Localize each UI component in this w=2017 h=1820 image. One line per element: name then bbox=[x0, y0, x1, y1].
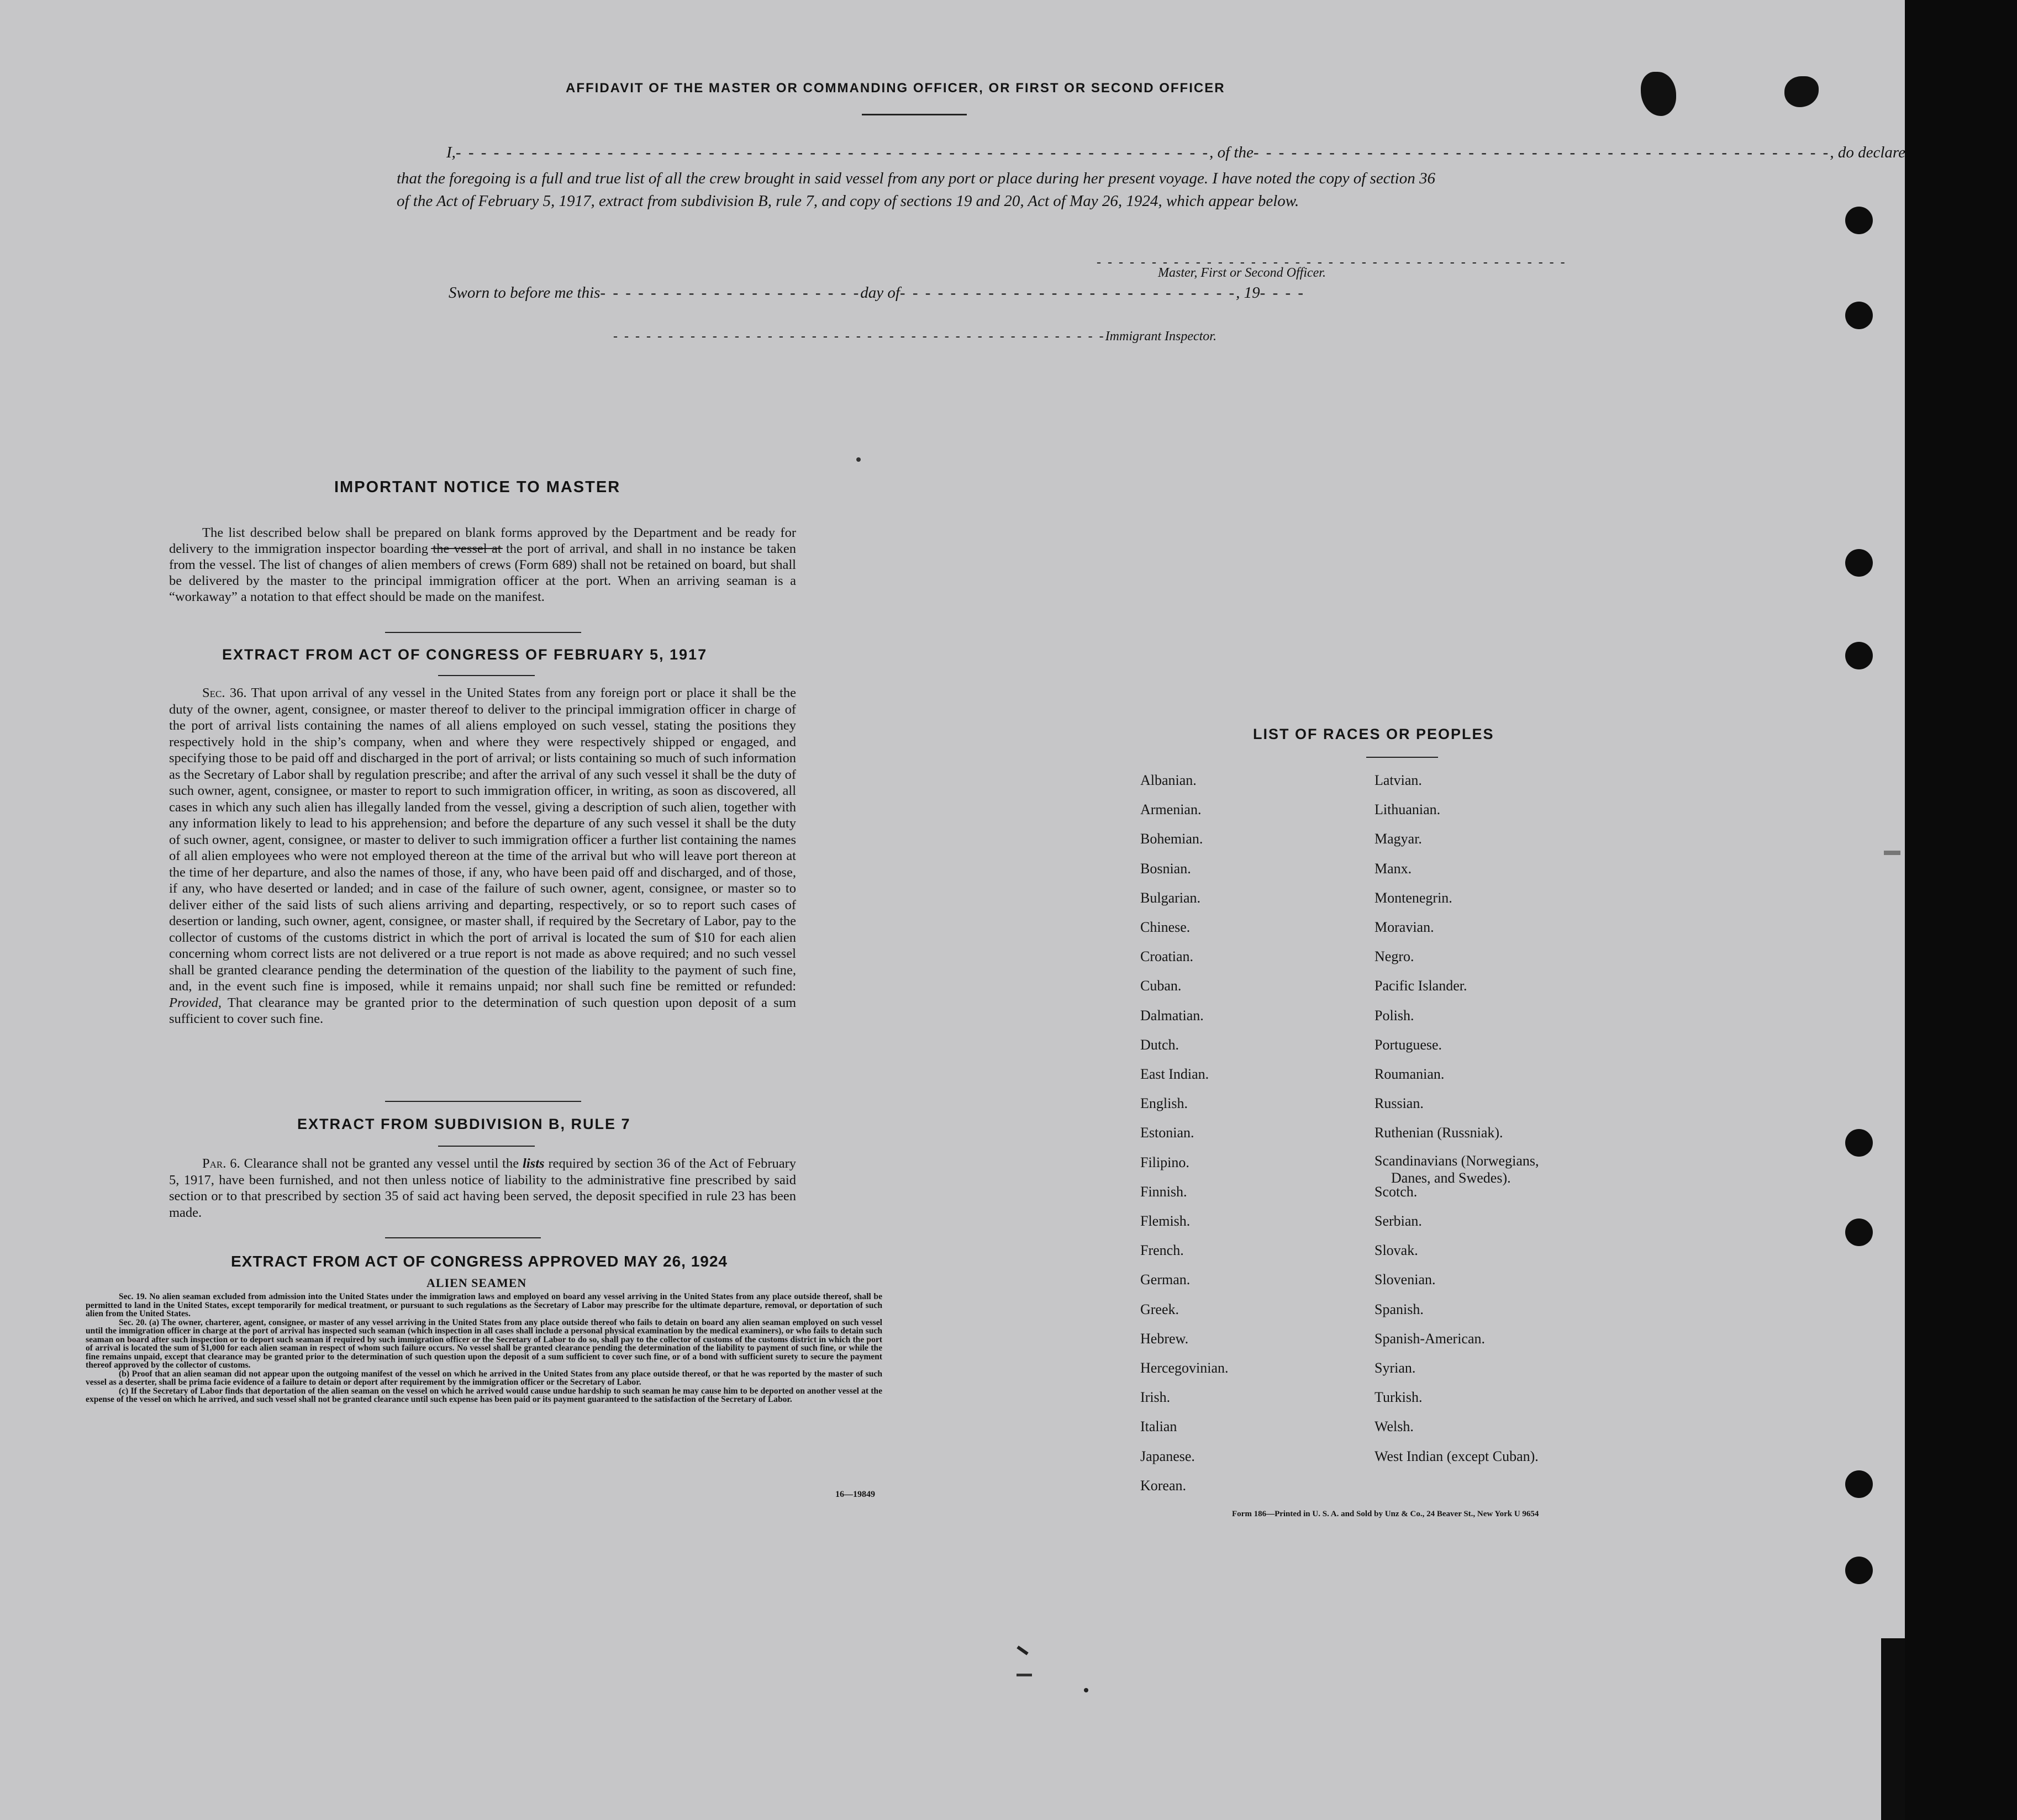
race-item: Russian. bbox=[1374, 1095, 1424, 1112]
master-signature-line: - - - - - - - - - - - - - - - - - - - - - - - - - - - - - - - - - - - - - - - - - - - bbox=[1097, 255, 1567, 270]
affidavit-line-1 bbox=[446, 144, 1905, 162]
inspector-line bbox=[613, 329, 1216, 344]
race-item: Welsh. bbox=[1374, 1418, 1414, 1435]
race-item: Latvian. bbox=[1374, 772, 1422, 788]
race-item: Japanese. bbox=[1140, 1448, 1195, 1464]
notice-paragraph: The list described below shall be prepared on blank forms approved by the Department and be ready for delivery to the immigration inspector boarding the vessel at the port of arrival, and shall in no instance be taken from the vessel. The list of changes of alien members of crews (Form 689) shall not be retained on board, but shall be delivered by the master to the principal immigration officer at the port. When an arriving seaman is a “workaway” a notation to that effect should be made on the manifest. bbox=[169, 525, 796, 604]
race-item: Croatian. bbox=[1140, 948, 1194, 965]
race-item: Bohemian. bbox=[1140, 831, 1203, 847]
race-item: Syrian. bbox=[1374, 1360, 1416, 1376]
race-item: Ruthenian (Russniak). bbox=[1374, 1125, 1503, 1141]
race-item: East Indian. bbox=[1140, 1066, 1209, 1082]
paragraph-6-text-a: Clearance shall not be granted any vessel until the bbox=[244, 1156, 519, 1171]
printer-footer: Form 186—Printed in U. S. A. and Sold by Unz & Co., 24 Beaver St., New York U 9654 bbox=[1232, 1510, 1539, 1518]
subdivision-b-rule bbox=[438, 1146, 535, 1147]
race-item: Albanian. bbox=[1140, 772, 1197, 788]
day-of-label: day of bbox=[860, 284, 900, 302]
section-36-label: Sec. 36. bbox=[202, 685, 247, 700]
name-blank: - - - - - - - - - - - - - - - - - - - - - - - - - - - - - - - - - - - - - - - - - - - - - - - - - - - - - - - - - - - - bbox=[455, 144, 1210, 161]
subdivision-b-body bbox=[169, 1156, 796, 1221]
race-item: Turkish. bbox=[1374, 1389, 1423, 1406]
scan-mark bbox=[1017, 1674, 1032, 1676]
provided-word: Provided, bbox=[169, 995, 222, 1010]
race-item: Bosnian. bbox=[1140, 860, 1191, 877]
race-item: Scotch. bbox=[1374, 1183, 1418, 1200]
scan-mark bbox=[1017, 1645, 1028, 1655]
extract-1924-body bbox=[86, 1293, 882, 1404]
section-36-paragraph bbox=[169, 685, 796, 1027]
races-heading-rule bbox=[1366, 757, 1438, 758]
sworn-prefix: Sworn to before me this bbox=[449, 284, 601, 302]
ink-blot bbox=[1784, 76, 1819, 107]
race-item: Pacific Islander. bbox=[1374, 978, 1467, 994]
section-20c-paragraph: (c) If the Secretary of Labor finds that deportation of the alien seaman on the vessel on which he arrived would cause undue hardship to such seaman he may cause him to be deported on another vessel at the expense of the vessel on which he arrived, and such vessel shall not be granted clearance until such expense has been paid or its payment guaranteed to the satisfaction of the Secretary of Labor. bbox=[86, 1386, 882, 1404]
race-item: Moravian. bbox=[1374, 919, 1434, 935]
extract-1924-heading: EXTRACT FROM ACT OF CONGRESS APPROVED MAY 26, 1924 bbox=[231, 1253, 728, 1270]
inspector-blank: - - - - - - - - - - - - - - - - - - - - - - - - - - - - - - - - - - - - - - - - - - - - - bbox=[613, 329, 1105, 344]
affidavit-i-label: I, bbox=[446, 144, 456, 161]
corner-shadow bbox=[1881, 1638, 1905, 1820]
affidavit-title-rule bbox=[862, 114, 967, 115]
race-item: English. bbox=[1140, 1095, 1188, 1112]
race-item: Bulgarian. bbox=[1140, 889, 1201, 906]
affidavit-title: AFFIDAVIT OF THE MASTER OR COMMANDING OFFICER, OR FIRST OR SECOND OFFICER bbox=[566, 81, 1225, 96]
binder-hole bbox=[1845, 302, 1873, 329]
binder-hole bbox=[1845, 642, 1873, 669]
race-item: Spanish. bbox=[1374, 1301, 1424, 1317]
affidavit-declare-label: , do declare bbox=[1830, 144, 1905, 161]
race-item: Slovak. bbox=[1374, 1242, 1418, 1259]
sworn-line bbox=[449, 284, 1305, 302]
race-item: Danes, and Swedes). bbox=[1391, 1169, 1511, 1186]
extract-1917-heading: EXTRACT FROM ACT OF CONGRESS OF FEBRUARY 5, 1917 bbox=[222, 646, 708, 663]
race-item: Serbian. bbox=[1374, 1213, 1422, 1229]
race-item: Irish. bbox=[1140, 1389, 1171, 1406]
binder-hole bbox=[1845, 1218, 1873, 1246]
race-item: Lithuanian. bbox=[1374, 801, 1441, 818]
section-36-text-a: That upon arrival of any vessel in the United States from any foreign port or place it shall be the duty of the owner, agent, consignee, or master thereof to deliver to the principal immigration officer in charge of the port of arrival lists containing the names of all aliens employed on such vessel, stating the positions they respectively hold in the ship’s company, when and where they were respectively shipped or engaged, and specifying those to be paid off and discharged in the port of arrival; or lists containing so much of such information as the Secretary of Labor shall by regulation prescribe; and after the arrival of any such vessel it shall be the duty of such owner, agent, consignee, or master to report to such immigration officer, in writing, as soon as discovered, all cases in which any such alien has illegally landed from the vessel, giving a description of such alien, together with any information likely to lead to his apprehension; and before the departure of any such vessel it shall be the duty of such owner, agent, consignee, or master to deliver to such immigration officer a further list containing the names of all alien employees who were not employed thereon at the time of the arrival but who will leave port thereon at the time of her departure, and also the names of those, if any, who have been paid off and discharged, and of those, if any, who have deserted or landed; and in case of the failure of such owner, agent, consignee, or master so to deliver either of the said lists of such aliens arriving and departing, respectively, or so to report such cases of desertion or landing, such owner, agent, consignee, or master shall, if required by the Secretary of Labor, pay to the collector of customs of the customs district in which the port of arrival is located the sum of $10 for each alien concerning whom correct lists are not delivered or a true report is not made as above required; and no such vessel shall be granted clearance pending the determination of the question of the liability to the payment of such fine, and, in the event such fine is imposed, while it remains unpaid; nor shall such fine be remitted or refunded: bbox=[169, 685, 796, 994]
race-item: Manx. bbox=[1374, 860, 1412, 877]
paragraph-6 bbox=[169, 1156, 796, 1221]
year-prefix: , 19 bbox=[1236, 284, 1260, 302]
paragraph-6-text-b: required by section 36 of the Act of February 5, 1917, have been furnished, and not then unless notice of liability to the administrative fine prescribed by said section or to that prescribed by section 35 of said act having been served, the deposit specified in rule 23 has been made. bbox=[169, 1156, 797, 1220]
ink-blot bbox=[1641, 72, 1676, 116]
paragraph-6-label: Par. 6. bbox=[202, 1156, 240, 1171]
binder-hole bbox=[1845, 549, 1873, 577]
race-item: Finnish. bbox=[1140, 1183, 1187, 1200]
race-item: Armenian. bbox=[1140, 801, 1202, 818]
master-signature-caption: Master, First or Second Officer. bbox=[1158, 266, 1326, 280]
race-item: Portuguese. bbox=[1374, 1036, 1442, 1053]
binder-hole bbox=[1845, 1129, 1873, 1157]
race-item: West Indian (except Cuban). bbox=[1374, 1448, 1539, 1464]
affidavit-paragraph: that the foregoing is a full and true list of all the crew brought in said vessel from any port or place during her present voyage. I have noted the copy of section 36 of the Act of February 5, 1917, extract from subdivision B, rule 7, and copy of sections 19 and 20, Act of May 26, 1924, which appear below. bbox=[397, 170, 1435, 210]
lists-word: lists bbox=[523, 1156, 545, 1171]
month-blank: - - - - - - - - - - - - - - - - - - - - - - - - - - - bbox=[899, 284, 1236, 302]
year-blank: - - - - bbox=[1260, 284, 1305, 302]
affidavit-of-the-label: , of the bbox=[1209, 144, 1254, 161]
race-item: Korean. bbox=[1140, 1477, 1187, 1494]
notice-body bbox=[169, 525, 796, 605]
section-19-paragraph: Sec. 19. No alien seaman excluded from admission into the United States under the immigration laws and employed on board any vessel arriving in the United States from any place outside thereof, shall be permitted to land in the United States, except temporarily for medical treatment, or pursuant to such regulations as the Secretary of Labor may prescribe for the ultimate departure, removal, or deportation of such alien from the United States. bbox=[86, 1292, 882, 1318]
scan-mark bbox=[856, 457, 861, 462]
alien-seamen-subheading: ALIEN SEAMEN bbox=[426, 1276, 527, 1290]
notice-end-rule bbox=[385, 632, 581, 633]
race-item: Scandinavians (Norwegians, bbox=[1374, 1152, 1539, 1169]
race-item: Flemish. bbox=[1140, 1213, 1191, 1229]
race-item: Cuban. bbox=[1140, 978, 1182, 994]
race-item: Chinese. bbox=[1140, 919, 1191, 935]
race-item: Spanish-American. bbox=[1374, 1330, 1486, 1347]
race-item: Polish. bbox=[1374, 1007, 1414, 1024]
extract-1917-body bbox=[169, 685, 796, 1027]
subdivision-b-end-rule bbox=[385, 1237, 541, 1238]
day-blank: - - - - - - - - - - - - - - - - - - - - - bbox=[600, 284, 861, 302]
race-item: Dalmatian. bbox=[1140, 1007, 1204, 1024]
binder-hole bbox=[1845, 207, 1873, 234]
binder-hole bbox=[1845, 1557, 1873, 1584]
edge-mark bbox=[1884, 851, 1900, 855]
form-code: 16—19849 bbox=[835, 1490, 875, 1499]
race-item: Hercegovinian. bbox=[1140, 1360, 1229, 1376]
race-item: Negro. bbox=[1374, 948, 1414, 965]
extract-1917-end-rule bbox=[385, 1101, 581, 1102]
extract-1917-rule bbox=[438, 675, 535, 676]
race-item: Italian bbox=[1140, 1418, 1177, 1435]
races-heading: LIST OF RACES OR PEOPLES bbox=[1253, 726, 1494, 742]
race-item: Slovenian. bbox=[1374, 1272, 1436, 1288]
race-item: French. bbox=[1140, 1242, 1184, 1259]
race-item: Greek. bbox=[1140, 1301, 1179, 1317]
race-item: Hebrew. bbox=[1140, 1330, 1189, 1347]
race-item: Magyar. bbox=[1374, 831, 1422, 847]
notice-heading: IMPORTANT NOTICE TO MASTER bbox=[334, 478, 621, 496]
section-36-text-b: That clearance may be granted prior to the determination of such question upon deposit of a sum sufficient to cover such fine. bbox=[169, 995, 797, 1026]
section-20b-paragraph: (b) Proof that an alien seaman did not appear upon the outgoing manifest of the vessel on which he arrived in the United States from any place outside thereof, or that he was reported by the master of such vessel as a deserter, shall be prima facie evidence of a failure to detain or deport after requirement by the immigration officer or the Secretary of Labor. bbox=[86, 1369, 882, 1387]
race-item: Montenegrin. bbox=[1374, 889, 1452, 906]
scan-mark bbox=[1084, 1688, 1088, 1692]
binder-hole bbox=[1845, 1470, 1873, 1498]
race-item: Roumanian. bbox=[1374, 1066, 1445, 1082]
race-item: Dutch. bbox=[1140, 1036, 1179, 1053]
inspector-caption: Immigrant Inspector. bbox=[1105, 329, 1216, 344]
vessel-blank: - - - - - - - - - - - - - - - - - - - - - - - - - - - - - - - - - - - - - - - - - - - - - - bbox=[1253, 144, 1830, 161]
section-20a-paragraph: Sec. 20. (a) The owner, charterer, agent, consignee, or master of any vessel arriving in the United States from any place outside thereof who fails to detain on board any alien seaman employed on such vessel until the immigration officer in charge at the port of arrival has inspected such seaman (which inspection in all cases shall include a personal physical examination by the medical examiners), or who fails to detain such seaman on board after such inspection or to deport such seaman if required by such immigration officer or the Secretary of Labor to do so, shall pay to the collector of customs of the customs district in which the port of arrival is located the sum of $1,000 for each alien seaman in respect of whom such failure occurs. No vessel shall be granted clearance pending the determination of the liability to payment of such fine, or while the fine remains unpaid, except that clearance may be granted prior to the determination of such question upon the deposit of a sum sufficient to cover such fine, or of a bond with sufficient surety to secure the payment thereof approved by the collector of customs. bbox=[86, 1317, 882, 1370]
race-item: Filipino. bbox=[1140, 1154, 1189, 1170]
race-item: German. bbox=[1140, 1272, 1191, 1288]
subdivision-b-heading: EXTRACT FROM SUBDIVISION B, RULE 7 bbox=[297, 1116, 631, 1132]
race-item: Estonian. bbox=[1140, 1125, 1194, 1141]
